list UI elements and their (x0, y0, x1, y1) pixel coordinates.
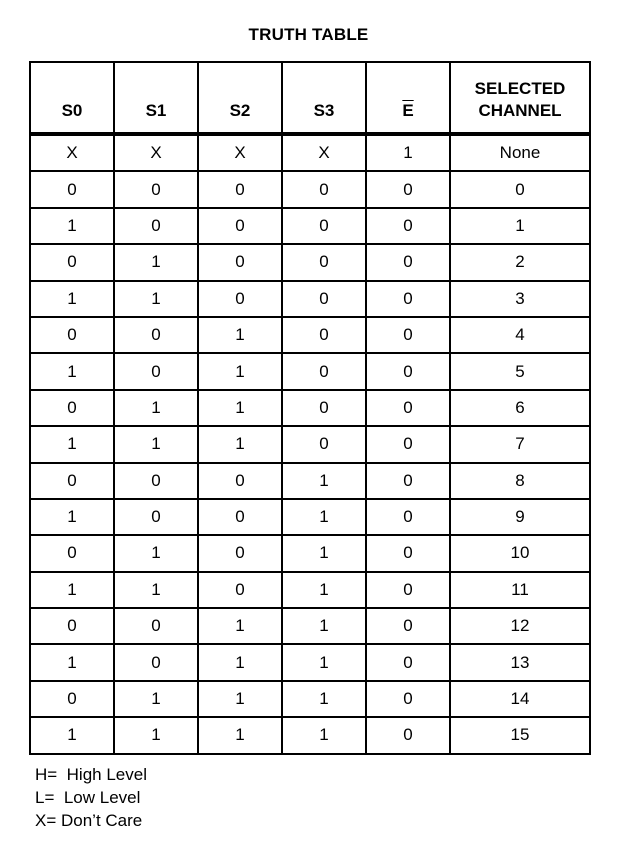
cell-enable: 0 (366, 317, 450, 353)
legend-low: L= Low Level (35, 788, 141, 807)
cell-s2: 1 (198, 681, 282, 717)
table-row (30, 644, 590, 680)
cell-s0: 1 (30, 426, 114, 462)
table-row (30, 390, 590, 426)
cell-enable: 0 (366, 208, 450, 244)
cell-s1: 1 (114, 535, 198, 571)
header-enable (366, 62, 450, 134)
cell-s1: 1 (114, 390, 198, 426)
cell-enable: 0 (366, 608, 450, 644)
enable-bar-label: $\overline{E}$ (402, 101, 414, 120)
cell-s0: 1 (30, 208, 114, 244)
cell-s3: 1 (282, 681, 366, 717)
cell-s2: 1 (198, 717, 282, 753)
table-row (30, 244, 590, 280)
cell-s3: 1 (282, 644, 366, 680)
cell-s3: 1 (282, 535, 366, 571)
cell-s3: 1 (282, 463, 366, 499)
table-row (30, 426, 590, 462)
cell-s0: 0 (30, 244, 114, 280)
table-row (30, 134, 590, 171)
cell-selected-channel: 8 (450, 463, 590, 499)
cell-selected-channel: 7 (450, 426, 590, 462)
cell-selected-channel: 5 (450, 353, 590, 389)
cell-s1: 1 (114, 244, 198, 280)
cell-selected-channel: 1 (450, 208, 590, 244)
cell-s2: X (198, 134, 282, 171)
table-title: TRUTH TABLE (248, 25, 369, 44)
cell-s3: 0 (282, 244, 366, 280)
header-s2: S2 (198, 62, 282, 134)
cell-selected-channel: 13 (450, 644, 590, 680)
cell-selected-channel: 15 (450, 717, 590, 753)
cell-s1: 1 (114, 281, 198, 317)
cell-s1: 1 (114, 572, 198, 608)
cell-s0: 0 (30, 463, 114, 499)
table-row (30, 281, 590, 317)
cell-s0: 1 (30, 644, 114, 680)
cell-enable: 0 (366, 463, 450, 499)
cell-enable: 0 (366, 171, 450, 207)
cell-selected-channel: 2 (450, 244, 590, 280)
cell-s2: 1 (198, 644, 282, 680)
table-row (30, 681, 590, 717)
cell-enable: 0 (366, 572, 450, 608)
cell-s3: 1 (282, 499, 366, 535)
cell-enable: 0 (366, 644, 450, 680)
cell-s2: 1 (198, 317, 282, 353)
cell-s3: 1 (282, 717, 366, 753)
cell-enable: 0 (366, 390, 450, 426)
table-row (30, 717, 590, 753)
cell-s3: 1 (282, 608, 366, 644)
cell-s0: 0 (30, 608, 114, 644)
table-row (30, 499, 590, 535)
cell-s1: 0 (114, 644, 198, 680)
header-selected-channel-line: CHANNEL (478, 101, 562, 120)
table-row (30, 572, 590, 608)
cell-s2: 1 (198, 608, 282, 644)
table-row (30, 317, 590, 353)
cell-selected-channel: 3 (450, 281, 590, 317)
cell-s0: X (30, 134, 114, 171)
cell-s0: 0 (30, 390, 114, 426)
cell-enable: 0 (366, 681, 450, 717)
cell-s3: 1 (282, 572, 366, 608)
cell-s3: 0 (282, 208, 366, 244)
header-row (30, 62, 590, 134)
cell-enable: 0 (366, 353, 450, 389)
cell-s2: 1 (198, 353, 282, 389)
cell-selected-channel: 6 (450, 390, 590, 426)
cell-s2: 0 (198, 572, 282, 608)
cell-s0: 1 (30, 353, 114, 389)
cell-s2: 0 (198, 535, 282, 571)
cell-s2: 0 (198, 244, 282, 280)
cell-selected-channel: 12 (450, 608, 590, 644)
cell-selected-channel: 14 (450, 681, 590, 717)
cell-enable: 0 (366, 244, 450, 280)
legend (35, 763, 147, 832)
cell-enable: 0 (366, 535, 450, 571)
cell-s2: 1 (198, 390, 282, 426)
legend-high: H= High Level (35, 765, 147, 784)
header-s1: S1 (114, 62, 198, 134)
cell-s0: 1 (30, 281, 114, 317)
cell-selected-channel: 0 (450, 171, 590, 207)
cell-s3: 0 (282, 390, 366, 426)
cell-selected-channel: 9 (450, 499, 590, 535)
cell-s0: 1 (30, 572, 114, 608)
cell-s1: 0 (114, 171, 198, 207)
cell-s2: 0 (198, 463, 282, 499)
cell-s3: 0 (282, 171, 366, 207)
cell-s3: X (282, 134, 366, 171)
table-row (30, 353, 590, 389)
cell-selected-channel: 4 (450, 317, 590, 353)
cell-s2: 0 (198, 171, 282, 207)
cell-s0: 0 (30, 317, 114, 353)
cell-enable: 0 (366, 499, 450, 535)
cell-s1: 0 (114, 317, 198, 353)
cell-s1: 0 (114, 208, 198, 244)
cell-s1: 0 (114, 499, 198, 535)
cell-s2: 0 (198, 281, 282, 317)
cell-s0: 1 (30, 499, 114, 535)
cell-s1: 0 (114, 608, 198, 644)
cell-selected-channel: 11 (450, 572, 590, 608)
cell-s3: 0 (282, 281, 366, 317)
cell-s0: 0 (30, 171, 114, 207)
cell-s1: X (114, 134, 198, 171)
cell-s1: 0 (114, 353, 198, 389)
header-s3: S3 (282, 62, 366, 134)
table-row (30, 208, 590, 244)
cell-s1: 0 (114, 463, 198, 499)
cell-enable: 0 (366, 281, 450, 317)
header-s0: S0 (30, 62, 114, 134)
cell-enable: 1 (366, 134, 450, 171)
cell-s3: 0 (282, 353, 366, 389)
table-row (30, 535, 590, 571)
cell-s3: 0 (282, 426, 366, 462)
cell-s0: 0 (30, 535, 114, 571)
cell-s1: 1 (114, 681, 198, 717)
table-row (30, 608, 590, 644)
cell-s2: 0 (198, 499, 282, 535)
header-selected-channel (450, 62, 590, 134)
cell-selected-channel: None (450, 134, 590, 171)
header-selected-channel-line: SELECTED (474, 79, 566, 98)
table-row (30, 463, 590, 499)
table-body (30, 134, 590, 754)
cell-s3: 0 (282, 317, 366, 353)
cell-enable: 0 (366, 717, 450, 753)
table-row (30, 171, 590, 207)
cell-selected-channel: 10 (450, 535, 590, 571)
cell-s2: 0 (198, 208, 282, 244)
cell-s1: 1 (114, 426, 198, 462)
cell-s1: 1 (114, 717, 198, 753)
cell-enable: 0 (366, 426, 450, 462)
truth-table (29, 61, 591, 755)
cell-s0: 1 (30, 717, 114, 753)
cell-s0: 0 (30, 681, 114, 717)
cell-s2: 1 (198, 426, 282, 462)
legend-dont-care: X= Don’t Care (35, 811, 143, 830)
